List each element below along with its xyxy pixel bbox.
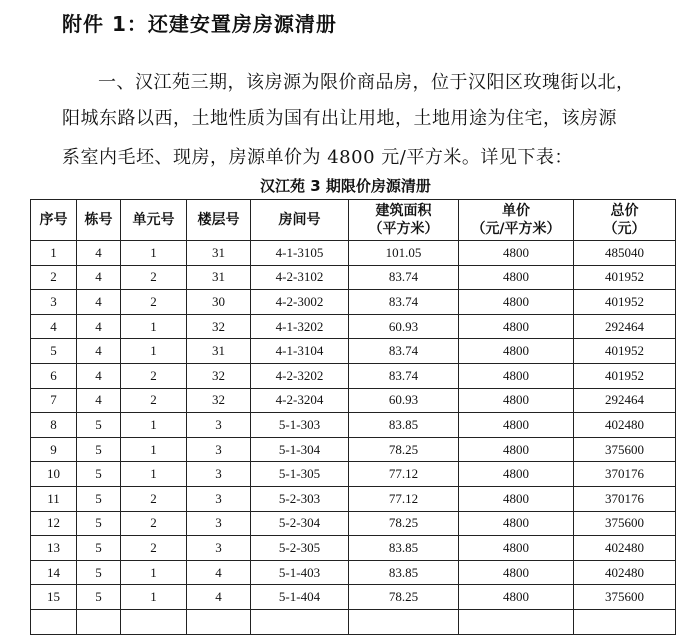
table-cell: 4 xyxy=(77,290,121,315)
table-row xyxy=(31,388,676,413)
table-cell: 2 xyxy=(121,363,187,388)
table-cell: 101.05 xyxy=(349,241,459,266)
table-cell: 5 xyxy=(77,585,121,610)
table-row-cutoff xyxy=(31,609,676,634)
table-cell: 1 xyxy=(121,413,187,438)
table-cell: 83.74 xyxy=(349,265,459,290)
paragraph-line-1: 一、汉江苑三期，该房源为限价商品房，位于汉阳区玫瑰街以北， xyxy=(98,72,635,93)
table-cell: 370176 xyxy=(574,462,676,487)
table-cell: 375600 xyxy=(574,585,676,610)
table-cell: 5 xyxy=(77,462,121,487)
table-cell: 2 xyxy=(31,265,77,290)
table-cell: 5-1-404 xyxy=(251,585,349,610)
table-cell: 402480 xyxy=(574,560,676,585)
table-cell: 78.25 xyxy=(349,437,459,462)
table-cell: 60.93 xyxy=(349,388,459,413)
table-cell: 2 xyxy=(121,388,187,413)
table-cell: 4-1-3105 xyxy=(251,241,349,266)
table-row xyxy=(31,560,676,585)
housing-listing-table xyxy=(30,199,676,635)
table-cell: 4 xyxy=(187,585,251,610)
table-cell: 5-2-303 xyxy=(251,486,349,511)
table-cell: 3 xyxy=(187,511,251,536)
table-cell: 4 xyxy=(77,388,121,413)
table-cell: 3 xyxy=(187,437,251,462)
table-row xyxy=(31,437,676,462)
table-cell: 5-1-305 xyxy=(251,462,349,487)
table-cell: 1 xyxy=(121,585,187,610)
table-cell-empty xyxy=(77,609,121,634)
table-cell: 485040 xyxy=(574,241,676,266)
table-cell: 4800 xyxy=(459,413,574,438)
table-cell: 4-1-3104 xyxy=(251,339,349,364)
header-cell: 栋号 xyxy=(77,200,121,241)
header-cell: 房间号 xyxy=(251,200,349,241)
table-cell: 5-1-303 xyxy=(251,413,349,438)
table-row xyxy=(31,339,676,364)
table-cell: 83.85 xyxy=(349,413,459,438)
table-cell: 60.93 xyxy=(349,314,459,339)
table-cell: 2 xyxy=(121,486,187,511)
table-cell: 2 xyxy=(121,536,187,561)
table-cell-empty xyxy=(121,609,187,634)
table-cell: 5-2-304 xyxy=(251,511,349,536)
table-cell: 31 xyxy=(187,265,251,290)
table-cell: 1 xyxy=(121,314,187,339)
table-header-row xyxy=(31,200,676,241)
table-cell: 401952 xyxy=(574,363,676,388)
table-cell: 4800 xyxy=(459,462,574,487)
table-cell: 4 xyxy=(77,241,121,266)
table-cell: 1 xyxy=(121,462,187,487)
table-cell: 6 xyxy=(31,363,77,388)
table-cell: 4-1-3202 xyxy=(251,314,349,339)
table-cell: 4800 xyxy=(459,290,574,315)
table-cell: 3 xyxy=(187,462,251,487)
table-cell: 4-2-3002 xyxy=(251,290,349,315)
table-cell: 402480 xyxy=(574,413,676,438)
table-cell: 3 xyxy=(187,413,251,438)
table-row xyxy=(31,511,676,536)
table-cell: 5 xyxy=(77,413,121,438)
table-cell: 4800 xyxy=(459,314,574,339)
table-cell: 4800 xyxy=(459,265,574,290)
table-cell: 4-2-3202 xyxy=(251,363,349,388)
table-cell: 77.12 xyxy=(349,486,459,511)
table-cell: 401952 xyxy=(574,339,676,364)
table-cell: 83.74 xyxy=(349,363,459,388)
table-row xyxy=(31,413,676,438)
header-cell: 序号 xyxy=(31,200,77,241)
header-cell: 单价 （元/平方米） xyxy=(459,200,574,241)
table-cell: 9 xyxy=(31,437,77,462)
table-cell: 5 xyxy=(77,511,121,536)
table-cell: 77.12 xyxy=(349,462,459,487)
table-cell: 30 xyxy=(187,290,251,315)
table-cell: 4 xyxy=(77,314,121,339)
table-cell: 4800 xyxy=(459,363,574,388)
table-cell-empty xyxy=(31,609,77,634)
table-cell: 1 xyxy=(121,339,187,364)
document-title: 附件 1：还建安置房房源清册 xyxy=(62,12,337,36)
table-cell: 32 xyxy=(187,363,251,388)
table-cell: 4800 xyxy=(459,241,574,266)
table-cell: 5 xyxy=(77,560,121,585)
table-cell: 401952 xyxy=(574,290,676,315)
table-row xyxy=(31,314,676,339)
table-cell: 5 xyxy=(77,437,121,462)
table-cell-empty xyxy=(574,609,676,634)
table-cell: 12 xyxy=(31,511,77,536)
table-cell: 83.74 xyxy=(349,339,459,364)
table-cell: 11 xyxy=(31,486,77,511)
table-cell-empty xyxy=(349,609,459,634)
table-cell: 370176 xyxy=(574,486,676,511)
table-cell: 2 xyxy=(121,265,187,290)
table-row xyxy=(31,536,676,561)
table-cell: 4800 xyxy=(459,339,574,364)
table-cell: 1 xyxy=(121,437,187,462)
table-cell: 5-1-403 xyxy=(251,560,349,585)
table-cell: 4800 xyxy=(459,511,574,536)
table-cell: 4 xyxy=(77,265,121,290)
table-cell: 3 xyxy=(31,290,77,315)
table-cell: 83.74 xyxy=(349,290,459,315)
table-cell: 3 xyxy=(187,486,251,511)
paragraph-line-2: 阳城东路以西，土地性质为国有出让用地，土地用途为住宅，该房源 xyxy=(62,108,617,129)
table-cell-empty xyxy=(459,609,574,634)
table-cell: 5 xyxy=(77,486,121,511)
paragraph-line-3: 系室内毛坯、现房，房源单价为 4800 元/平方米。详见下表： xyxy=(62,147,573,168)
table-cell: 1 xyxy=(31,241,77,266)
table-cell: 31 xyxy=(187,241,251,266)
table-row xyxy=(31,290,676,315)
table-cell: 5 xyxy=(31,339,77,364)
table-cell: 2 xyxy=(121,511,187,536)
header-cell: 建筑面积 （平方米） xyxy=(349,200,459,241)
table-cell: 7 xyxy=(31,388,77,413)
table-cell: 2 xyxy=(121,290,187,315)
table-cell: 1 xyxy=(121,560,187,585)
table-cell: 4800 xyxy=(459,536,574,561)
table-cell: 78.25 xyxy=(349,585,459,610)
table-cell: 401952 xyxy=(574,265,676,290)
table-cell: 4 xyxy=(77,363,121,388)
table-cell: 4800 xyxy=(459,560,574,585)
table-cell: 292464 xyxy=(574,314,676,339)
table-cell: 32 xyxy=(187,388,251,413)
table-cell: 292464 xyxy=(574,388,676,413)
table-cell: 4 xyxy=(77,339,121,364)
table-cell: 5-2-305 xyxy=(251,536,349,561)
table-cell: 4 xyxy=(187,560,251,585)
table-cell: 83.85 xyxy=(349,536,459,561)
table-row xyxy=(31,265,676,290)
table-cell: 5 xyxy=(77,536,121,561)
table-cell: 31 xyxy=(187,339,251,364)
table-cell-empty xyxy=(251,609,349,634)
table-cell: 375600 xyxy=(574,437,676,462)
table-cell: 32 xyxy=(187,314,251,339)
table-cell: 4-2-3204 xyxy=(251,388,349,413)
table-row xyxy=(31,486,676,511)
table-cell: 4-2-3102 xyxy=(251,265,349,290)
table-row xyxy=(31,462,676,487)
table-cell: 4 xyxy=(31,314,77,339)
table-cell: 1 xyxy=(121,241,187,266)
table-cell: 4800 xyxy=(459,388,574,413)
table-cell: 10 xyxy=(31,462,77,487)
table-cell: 14 xyxy=(31,560,77,585)
table-cell: 5-1-304 xyxy=(251,437,349,462)
table-cell: 8 xyxy=(31,413,77,438)
table-cell: 375600 xyxy=(574,511,676,536)
table-cell: 3 xyxy=(187,536,251,561)
table-cell-empty xyxy=(187,609,251,634)
table-cell: 78.25 xyxy=(349,511,459,536)
table-cell: 15 xyxy=(31,585,77,610)
header-cell: 单元号 xyxy=(121,200,187,241)
header-cell: 楼层号 xyxy=(187,200,251,241)
table-cell: 13 xyxy=(31,536,77,561)
header-cell: 总价 （元） xyxy=(574,200,676,241)
table-cell: 4800 xyxy=(459,585,574,610)
table-cell: 402480 xyxy=(574,536,676,561)
table-row xyxy=(31,241,676,266)
table-title: 汉江苑 3 期限价房源清册 xyxy=(260,177,431,195)
table-row xyxy=(31,585,676,610)
table-cell: 4800 xyxy=(459,437,574,462)
table-cell: 4800 xyxy=(459,486,574,511)
table-cell: 83.85 xyxy=(349,560,459,585)
table-row xyxy=(31,363,676,388)
